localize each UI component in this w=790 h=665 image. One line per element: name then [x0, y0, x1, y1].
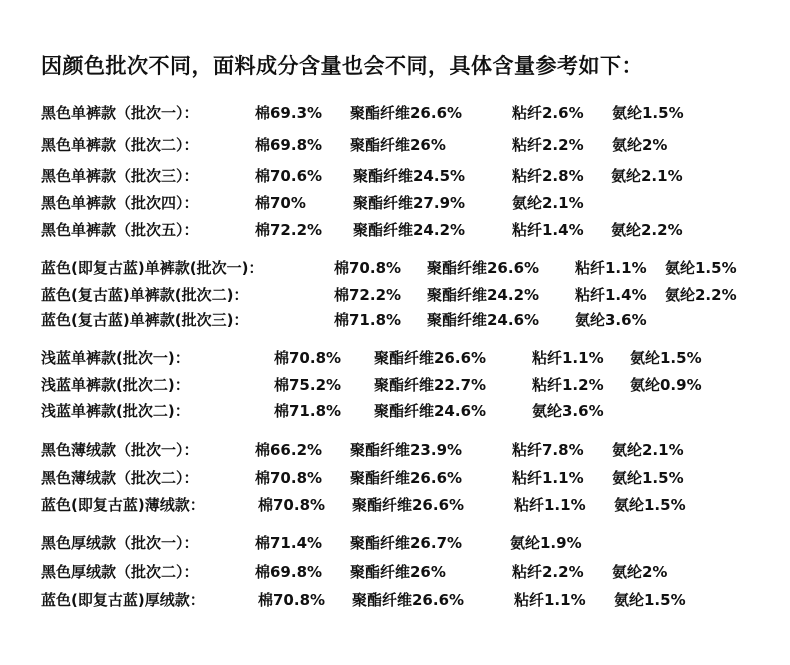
row-label: 黑色单裤款（批次三）：: [41, 167, 199, 185]
row-spandex: 氨纶1.5%: [614, 591, 686, 609]
row-polyester: 聚酯纤维24.2%: [427, 286, 540, 304]
row-viscose: 粘纤2.2%: [512, 563, 584, 581]
row-polyester: 聚酯纤维26.6%: [352, 591, 465, 609]
row-label: 浅蓝单裤款(批次二)：: [41, 376, 190, 394]
row-cotton: 棉72.2%: [255, 221, 323, 239]
row-label: 黑色单裤款（批次一）：: [41, 104, 199, 122]
row-spandex: 氨纶1.5%: [614, 496, 686, 514]
composition-row: [0, 466, 790, 490]
row-label: 黑色单裤款（批次四）：: [41, 194, 199, 212]
row-viscose: 粘纤1.4%: [512, 221, 584, 239]
row-viscose: 粘纤7.8%: [512, 441, 584, 459]
row-polyester: 聚酯纤维26%: [350, 563, 446, 581]
composition-row: [0, 438, 790, 462]
row-polyester: 聚酯纤维23.9%: [350, 441, 463, 459]
row-polyester: 聚酯纤维26.6%: [374, 349, 487, 367]
row-polyester: 聚酯纤维26.6%: [427, 259, 540, 277]
row-polyester: 聚酯纤维26.7%: [350, 534, 463, 552]
composition-row: [0, 218, 790, 242]
row-spandex: 氨纶1.9%: [510, 534, 582, 552]
composition-row: [0, 256, 790, 280]
row-viscose: 粘纤2.8%: [512, 167, 584, 185]
row-viscose: 粘纤1.4%: [575, 286, 647, 304]
row-label: 浅蓝单裤款(批次二)：: [41, 402, 190, 420]
row-viscose: 粘纤1.1%: [512, 469, 584, 487]
row-cotton: 棉72.2%: [334, 286, 402, 304]
row-cotton: 棉70.8%: [274, 349, 342, 367]
row-spandex: 氨纶2.1%: [612, 441, 684, 459]
row-label: 黑色单裤款（批次五）：: [41, 221, 199, 239]
row-cotton: 棉70.8%: [258, 591, 326, 609]
row-polyester: 聚酯纤维26%: [350, 136, 446, 154]
composition-row: [0, 133, 790, 157]
row-label: 黑色薄绒款（批次二）：: [41, 469, 199, 487]
row-cotton: 棉70.8%: [258, 496, 326, 514]
row-polyester: 聚酯纤维24.6%: [374, 402, 487, 420]
row-viscose: 粘纤1.1%: [514, 591, 586, 609]
composition-row: [0, 560, 790, 584]
row-viscose: 粘纤1.1%: [575, 259, 647, 277]
row-spandex: 氨纶1.5%: [665, 259, 737, 277]
row-spandex: 氨纶3.6%: [532, 402, 604, 420]
composition-row: [0, 191, 790, 215]
row-cotton: 棉70.8%: [334, 259, 402, 277]
composition-row: [0, 308, 790, 332]
row-label: 蓝色(即复古蓝)薄绒款：: [41, 496, 205, 514]
row-spandex: 氨纶0.9%: [630, 376, 702, 394]
row-cotton: 棉69.8%: [255, 136, 323, 154]
composition-row: [0, 373, 790, 397]
row-spandex: 氨纶3.6%: [575, 311, 647, 329]
row-polyester: 聚酯纤维22.7%: [374, 376, 487, 394]
composition-row: [0, 101, 790, 125]
row-viscose: 粘纤1.2%: [532, 376, 604, 394]
row-spandex: 氨纶2.1%: [611, 167, 683, 185]
row-polyester: 聚酯纤维26.6%: [350, 104, 463, 122]
row-spandex: 氨纶2%: [612, 563, 668, 581]
row-viscose: 粘纤1.1%: [514, 496, 586, 514]
row-label: 蓝色(复古蓝)单裤款(批次三)：: [41, 311, 249, 329]
row-polyester: 聚酯纤维24.2%: [353, 221, 466, 239]
row-spandex: 氨纶1.5%: [612, 104, 684, 122]
row-polyester: 聚酯纤维24.6%: [427, 311, 540, 329]
row-spandex: 氨纶2%: [612, 136, 668, 154]
composition-row: [0, 493, 790, 517]
row-spandex: 氨纶1.5%: [612, 469, 684, 487]
composition-row: [0, 399, 790, 423]
row-cotton: 棉75.2%: [274, 376, 342, 394]
row-viscose: 粘纤2.2%: [512, 136, 584, 154]
row-cotton: 棉71.8%: [334, 311, 402, 329]
composition-row: [0, 531, 790, 555]
row-label: 蓝色(即复古蓝)单裤款(批次一)：: [41, 259, 264, 277]
composition-row: [0, 588, 790, 612]
row-polyester: 聚酯纤维26.6%: [350, 469, 463, 487]
row-label: 蓝色(即复古蓝)厚绒款：: [41, 591, 205, 609]
row-polyester: 聚酯纤维24.5%: [353, 167, 466, 185]
row-spandex: 氨纶2.2%: [611, 221, 683, 239]
row-cotton: 棉66.2%: [255, 441, 323, 459]
row-spandex: 氨纶2.1%: [512, 194, 584, 212]
row-spandex: 氨纶2.2%: [665, 286, 737, 304]
row-polyester: 聚酯纤维27.9%: [353, 194, 466, 212]
row-label: 黑色单裤款（批次二）：: [41, 136, 199, 154]
page-title: 因颜色批次不同，面料成分含量也会不同，具体含量参考如下：: [41, 54, 643, 78]
composition-row: [0, 283, 790, 307]
composition-row: [0, 164, 790, 188]
composition-row: [0, 346, 790, 370]
row-viscose: 粘纤2.6%: [512, 104, 584, 122]
row-label: 黑色厚绒款（批次一）：: [41, 534, 199, 552]
row-cotton: 棉69.8%: [255, 563, 323, 581]
row-cotton: 棉70%: [255, 194, 306, 212]
row-polyester: 聚酯纤维26.6%: [352, 496, 465, 514]
row-viscose: 粘纤1.1%: [532, 349, 604, 367]
row-label: 浅蓝单裤款(批次一)：: [41, 349, 190, 367]
row-label: 黑色薄绒款（批次一）：: [41, 441, 199, 459]
row-spandex: 氨纶1.5%: [630, 349, 702, 367]
row-cotton: 棉71.8%: [274, 402, 342, 420]
row-label: 黑色厚绒款（批次二）：: [41, 563, 199, 581]
row-cotton: 棉71.4%: [255, 534, 323, 552]
row-cotton: 棉70.6%: [255, 167, 323, 185]
row-cotton: 棉69.3%: [255, 104, 323, 122]
row-cotton: 棉70.8%: [255, 469, 323, 487]
row-label: 蓝色(复古蓝)单裤款(批次二)：: [41, 286, 249, 304]
